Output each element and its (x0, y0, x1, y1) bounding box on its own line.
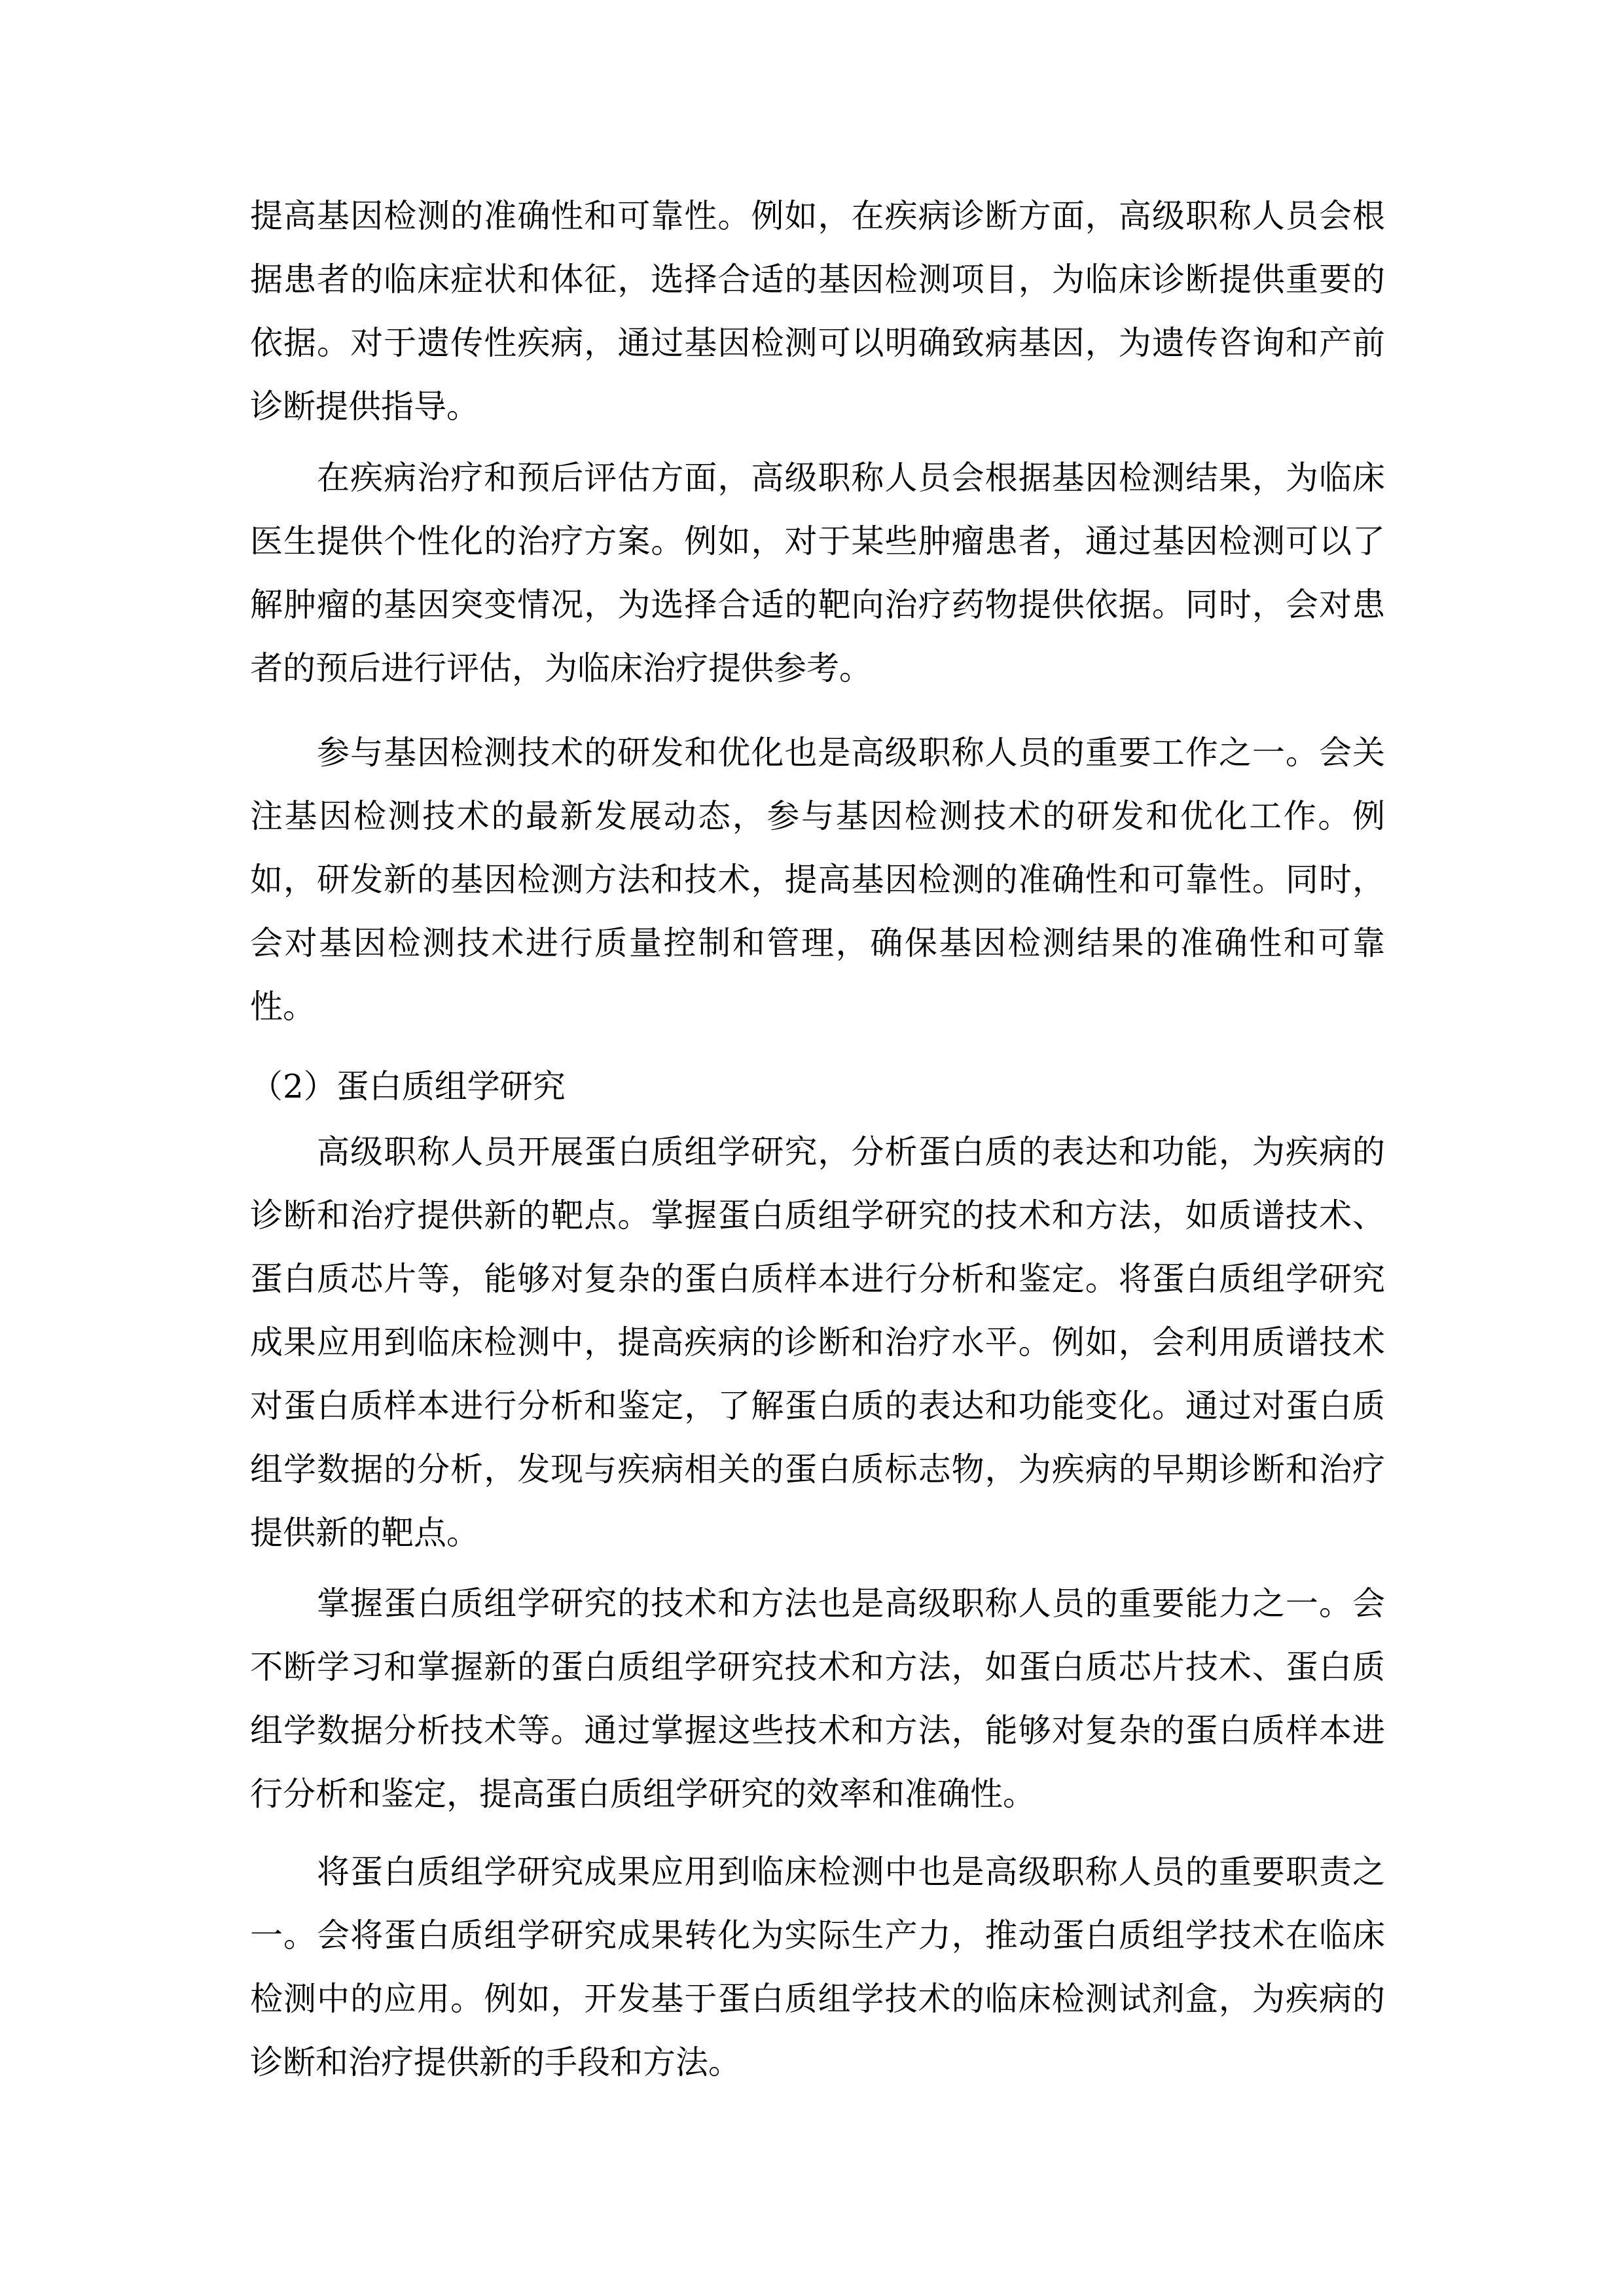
text-line: 据患者的临床症状和体征，选择合适的基因检测项目，为临床诊断提供重要的 (250, 260, 1385, 298)
paragraph-5 (250, 1572, 1385, 1826)
text-line: 蛋白质芯片等，能够对复杂的蛋白质样本进行分析和鉴定。将蛋白质组学研究 (250, 1260, 1385, 1298)
text-line: 行分析和鉴定，提高蛋白质组学研究的效率和准确性。 (250, 1775, 1036, 1813)
text-line: 不断学习和掌握新的蛋白质组学研究技术和方法，如蛋白质芯片技术、蛋白质 (250, 1648, 1385, 1686)
text-line: 会对基因检测技术进行质量控制和管理，确保基因检测结果的准确性和可靠 (250, 924, 1385, 962)
text-line: 提供新的靶点。 (250, 1514, 479, 1552)
paragraph-3 (250, 721, 1385, 1039)
heading-text: （2）蛋白质组学研究 (250, 1067, 566, 1105)
paragraph-1 (250, 185, 1385, 439)
text-line: 注基因检测技术的最新发展动态，参与基因检测技术的研发和优化工作。例 (250, 797, 1385, 835)
text-line: 参与基因检测技术的研发和优化也是高级职称人员的重要工作之一。会关 (317, 734, 1385, 772)
text-line: 高级职称人员开展蛋白质组学研究，分析蛋白质的表达和功能，为疾病的 (317, 1133, 1385, 1171)
paragraph-6 (250, 1840, 1385, 2094)
text-line: 性。 (250, 988, 316, 1026)
paragraph-4 (250, 1121, 1385, 1565)
text-line: 一。会将蛋白质组学研究成果转化为实际生产力，推动蛋白质组学技术在临床 (250, 1916, 1385, 1954)
text-line: 诊断提供指导。 (250, 387, 479, 425)
text-line: 依据。对于遗传性疾病，通过基因检测可以明确致病基因，为遗传咨询和产前 (250, 324, 1385, 362)
text-line: 如，研发新的基因检测方法和技术，提高基因检测的准确性和可靠性。同时， (250, 861, 1385, 899)
text-line: 医生提供个性化的治疗方案。例如，对于某些肿瘤患者，通过基因检测可以了 (250, 522, 1385, 560)
text-line: 诊断和治疗提供新的靶点。掌握蛋白质组学研究的技术和方法，如质谱技术、 (250, 1196, 1385, 1234)
text-line: 检测中的应用。例如，开发基于蛋白质组学技术的临床检测试剂盒，为疾病的 (250, 1980, 1385, 2018)
text-line: 者的预后进行评估，为临床治疗提供参考。 (250, 649, 872, 687)
text-line: 提高基因检测的准确性和可靠性。例如，在疾病诊断方面，高级职称人员会根 (250, 197, 1385, 235)
text-line: 组学数据分析技术等。通过掌握这些技术和方法，能够对复杂的蛋白质样本进 (250, 1712, 1385, 1749)
text-line: 诊断和治疗提供新的手段和方法。 (250, 2043, 741, 2081)
text-line: 组学数据的分析，发现与疾病相关的蛋白质标志物，为疾病的早期诊断和治疗 (250, 1450, 1385, 1488)
text-line: 成果应用到临床检测中，提高疾病的诊断和治疗水平。例如，会利用质谱技术 (250, 1323, 1385, 1361)
text-line: 将蛋白质组学研究成果应用到临床检测中也是高级职称人员的重要职责之 (317, 1853, 1385, 1891)
text-line: 在疾病治疗和预后评估方面，高级职称人员会根据基因检测结果，为临床 (317, 459, 1385, 497)
section-heading (250, 1055, 1385, 1119)
text-line: 对蛋白质样本进行分析和鉴定，了解蛋白质的表达和功能变化。通过对蛋白质 (250, 1387, 1385, 1425)
text-line: 掌握蛋白质组学研究的技术和方法也是高级职称人员的重要能力之一。会 (317, 1585, 1385, 1623)
paragraph-2 (250, 446, 1385, 700)
text-line: 解肿瘤的基因突变情况，为选择合适的靶向治疗药物提供依据。同时，会对患 (250, 586, 1385, 624)
